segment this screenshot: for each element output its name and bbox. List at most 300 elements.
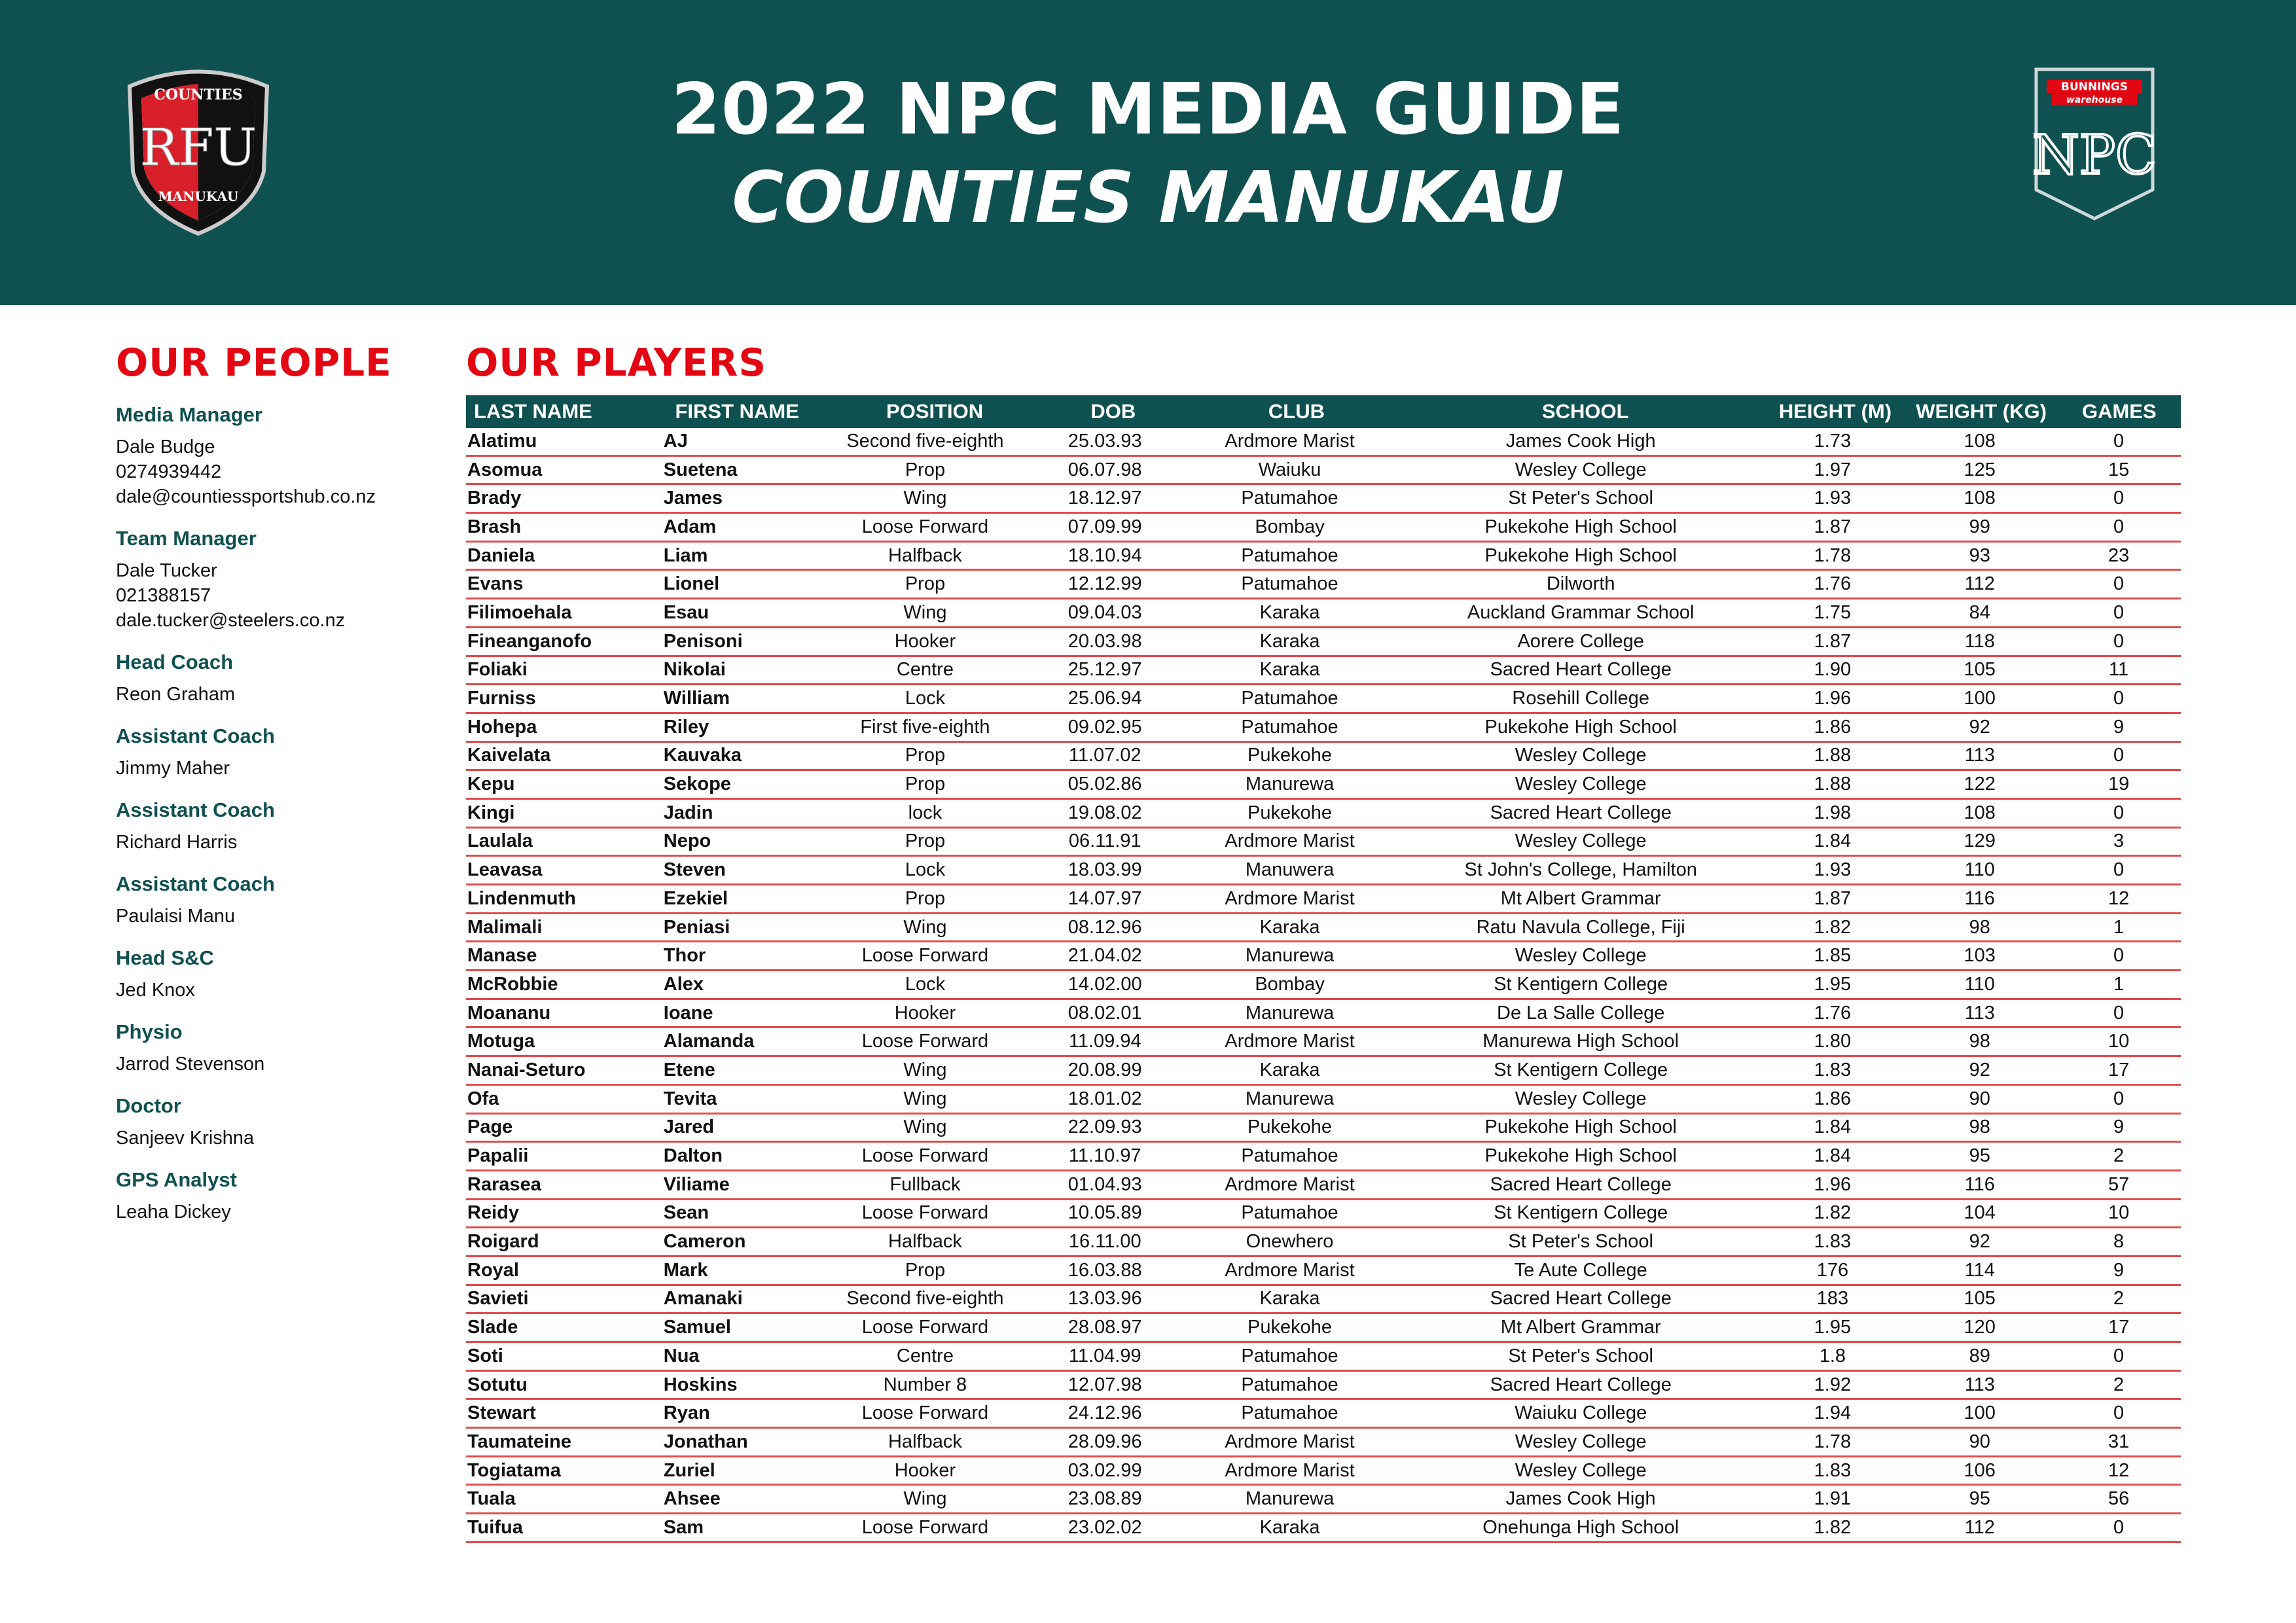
cell-school: Pukekohe High School bbox=[1484, 544, 1677, 566]
cell-games: 8 bbox=[2113, 1231, 2125, 1253]
cell-last-name: Hohepa bbox=[467, 716, 537, 738]
cell-last-name: Slade bbox=[467, 1317, 518, 1338]
cell-club: Bombay bbox=[1255, 973, 1325, 995]
cell-weight: 113 bbox=[1964, 1002, 1995, 1024]
cell-club: Waiuku bbox=[1258, 459, 1321, 480]
cell-school: St Kentigern College bbox=[1494, 973, 1668, 995]
table-row bbox=[466, 1457, 2181, 1486]
cell-position: Lock bbox=[905, 688, 946, 709]
cell-position: Prop bbox=[905, 573, 946, 595]
cell-height: 176 bbox=[1816, 1259, 1849, 1281]
cell-school: Wesley College bbox=[1515, 830, 1647, 852]
cell-club: Karaka bbox=[1259, 659, 1320, 681]
cell-weight: 100 bbox=[1964, 688, 1996, 709]
cell-last-name: Lindenmuth bbox=[467, 887, 576, 909]
cell-games: 0 bbox=[2113, 802, 2125, 823]
cell-first-name: James bbox=[663, 488, 723, 509]
cell-position: Loose Forward bbox=[861, 945, 989, 967]
cell-weight: 98 bbox=[1969, 1116, 1990, 1138]
cell-games: 2 bbox=[2113, 1288, 2125, 1310]
people-list bbox=[116, 402, 430, 1241]
cell-last-name: Papalii bbox=[467, 1145, 529, 1167]
cell-club: Pukekohe bbox=[1247, 1116, 1333, 1138]
cell-school: Pukekohe High School bbox=[1484, 1116, 1677, 1138]
cell-first-name: Penisoni bbox=[663, 630, 743, 652]
cell-height: 1.87 bbox=[1814, 516, 1852, 537]
table-row bbox=[466, 1400, 2181, 1429]
cell-position: Centre bbox=[896, 659, 954, 681]
cell-club: Ardmore Marist bbox=[1225, 1431, 1355, 1452]
cell-club: Manurewa bbox=[1245, 945, 1335, 967]
table-row bbox=[466, 914, 2181, 943]
cell-last-name: Leavasa bbox=[467, 859, 543, 881]
cell-club: Karaka bbox=[1259, 1059, 1320, 1080]
cell-games: 0 bbox=[2113, 516, 2125, 537]
cell-games: 0 bbox=[2113, 745, 2125, 766]
cell-weight: 92 bbox=[1969, 716, 1990, 738]
cell-club: Patumahoe bbox=[1241, 573, 1338, 595]
table-row bbox=[466, 800, 2181, 829]
cell-school: Wesley College bbox=[1515, 774, 1647, 795]
cell-height: 1.76 bbox=[1814, 573, 1852, 595]
cell-last-name: Fineanganofo bbox=[467, 630, 592, 652]
cell-weight: 90 bbox=[1969, 1431, 1990, 1452]
cell-position: Lock bbox=[905, 973, 946, 995]
staff-detail: 0274939442 bbox=[116, 461, 222, 482]
table-row bbox=[466, 857, 2181, 885]
cell-dob: 18.03.99 bbox=[1067, 859, 1142, 881]
staff-group bbox=[116, 871, 430, 929]
cell-last-name: Ofa bbox=[467, 1088, 499, 1109]
cell-height: 1.78 bbox=[1814, 1431, 1852, 1452]
cell-first-name: Hoskins bbox=[663, 1374, 738, 1395]
cell-games: 0 bbox=[2113, 1516, 2125, 1538]
staff-detail: Paulaisi Manu bbox=[116, 906, 236, 927]
staff-detail: dale.tucker@steelers.co.nz bbox=[116, 610, 346, 631]
cell-height: 1.83 bbox=[1814, 1459, 1852, 1481]
cell-club: Manurewa bbox=[1245, 774, 1335, 795]
cell-first-name: Suetena bbox=[663, 459, 738, 480]
cell-school: St Peter's School bbox=[1508, 1345, 1653, 1366]
cell-school: Sacred Heart College bbox=[1490, 1374, 1672, 1395]
cell-games: 0 bbox=[2113, 1345, 2125, 1366]
cell-dob: 16.11.00 bbox=[1068, 1231, 1141, 1253]
npc-mark: NPC bbox=[2032, 124, 2157, 187]
cell-height: 1.73 bbox=[1814, 430, 1852, 452]
cell-weight: 105 bbox=[1964, 1288, 1996, 1310]
staff-detail: Reon Graham bbox=[116, 684, 236, 705]
npc-bunnings-logo bbox=[2032, 65, 2157, 223]
cell-position: Loose Forward bbox=[861, 1317, 989, 1338]
cell-first-name: Mark bbox=[663, 1259, 708, 1281]
cell-dob: 07.09.99 bbox=[1067, 516, 1142, 537]
cell-last-name: Kepu bbox=[467, 774, 515, 795]
cell-school: Onehunga High School bbox=[1482, 1516, 1679, 1538]
cell-height: 1.93 bbox=[1814, 488, 1852, 509]
cell-position: Fullback bbox=[889, 1173, 961, 1195]
cell-games: 17 bbox=[2108, 1317, 2130, 1338]
column-header-games: GAMES bbox=[2081, 400, 2157, 423]
staff-role: Doctor bbox=[116, 1094, 181, 1117]
cell-weight: 129 bbox=[1964, 830, 1996, 852]
cell-last-name: Soti bbox=[467, 1345, 503, 1366]
cell-position: Hooker bbox=[894, 1002, 956, 1024]
cell-first-name: Adam bbox=[663, 516, 717, 537]
cell-height: 183 bbox=[1816, 1288, 1849, 1310]
column-header-last-name: LAST NAME bbox=[474, 400, 592, 423]
cell-school: James Cook High bbox=[1505, 430, 1656, 452]
cell-first-name: Ahsee bbox=[663, 1488, 721, 1510]
cell-school: Pukekohe High School bbox=[1484, 516, 1677, 537]
cell-dob: 03.02.99 bbox=[1067, 1459, 1142, 1481]
table-row bbox=[466, 514, 2181, 543]
cell-height: 1.95 bbox=[1814, 973, 1852, 995]
staff-role: Head S&C bbox=[116, 946, 214, 969]
cell-last-name: Foliaki bbox=[467, 659, 528, 681]
staff-detail: Dale Budge bbox=[116, 437, 215, 457]
cell-position: Loose Forward bbox=[861, 1031, 989, 1052]
cell-weight: 116 bbox=[1964, 1173, 1995, 1195]
cell-first-name: Etene bbox=[663, 1059, 715, 1080]
cell-school: Wesley College bbox=[1515, 1459, 1647, 1481]
cell-height: 1.80 bbox=[1814, 1031, 1852, 1052]
cell-weight: 108 bbox=[1964, 488, 1996, 509]
cell-first-name: Dalton bbox=[663, 1145, 723, 1167]
cell-games: 0 bbox=[2113, 601, 2125, 623]
cell-dob: 18.10.94 bbox=[1067, 544, 1142, 566]
cell-last-name: Togiatama bbox=[467, 1459, 561, 1481]
cell-position: Wing bbox=[903, 1088, 947, 1109]
cell-weight: 125 bbox=[1964, 459, 1996, 480]
table-row bbox=[466, 685, 2181, 714]
table-row bbox=[466, 1200, 2181, 1229]
cell-height: 1.8 bbox=[1819, 1345, 1846, 1366]
cell-first-name: Sean bbox=[663, 1202, 709, 1224]
cell-first-name: Zuriel bbox=[663, 1459, 715, 1481]
cell-last-name: Kaivelata bbox=[467, 745, 551, 766]
cell-club: Patumahoe bbox=[1241, 1402, 1338, 1424]
cell-games: 56 bbox=[2108, 1488, 2130, 1510]
cell-games: 17 bbox=[2108, 1059, 2130, 1080]
cell-first-name: Nepo bbox=[663, 830, 711, 852]
cell-games: 9 bbox=[2113, 1259, 2125, 1281]
cell-games: 1 bbox=[2113, 973, 2125, 995]
cell-school: Sacred Heart College bbox=[1490, 1288, 1672, 1310]
cell-weight: 114 bbox=[1964, 1259, 1995, 1281]
cell-dob: 11.04.99 bbox=[1068, 1345, 1141, 1366]
cell-school: James Cook High bbox=[1505, 1488, 1656, 1510]
cell-club: Ardmore Marist bbox=[1225, 830, 1355, 852]
cell-position: Loose Forward bbox=[861, 1202, 989, 1224]
staff-role: Physio bbox=[116, 1020, 183, 1043]
our-people-heading: OUR PEOPLE bbox=[116, 340, 392, 385]
sponsor-subname: warehouse bbox=[2066, 95, 2123, 105]
cell-last-name: Laulala bbox=[467, 830, 533, 852]
cell-club: Patumahoe bbox=[1241, 1202, 1338, 1224]
cell-position: Wing bbox=[903, 916, 947, 938]
cell-school: Auckland Grammar School bbox=[1467, 601, 1695, 623]
cell-last-name: Asomua bbox=[467, 459, 543, 480]
cell-last-name: Evans bbox=[467, 573, 524, 595]
cell-games: 0 bbox=[2113, 1002, 2125, 1024]
cell-games: 19 bbox=[2108, 774, 2130, 795]
cell-weight: 95 bbox=[1969, 1145, 1990, 1167]
cell-weight: 112 bbox=[1964, 1516, 1995, 1538]
cell-last-name: Filimoehala bbox=[467, 601, 572, 623]
table-row bbox=[466, 1257, 2181, 1286]
cell-position: Prop bbox=[905, 887, 946, 909]
cell-height: 1.84 bbox=[1814, 1116, 1852, 1138]
cell-first-name: Sekope bbox=[663, 774, 731, 795]
cell-dob: 18.12.97 bbox=[1067, 488, 1142, 509]
cell-dob: 06.11.91 bbox=[1068, 830, 1141, 852]
cell-height: 1.94 bbox=[1814, 1402, 1852, 1424]
cell-games: 2 bbox=[2113, 1374, 2125, 1395]
crest-center-text: RFU bbox=[139, 118, 257, 177]
cell-last-name: Daniela bbox=[467, 544, 535, 566]
cell-dob: 28.08.97 bbox=[1067, 1317, 1142, 1338]
table-row bbox=[466, 1115, 2181, 1143]
cell-height: 1.82 bbox=[1814, 1516, 1852, 1538]
cell-weight: 103 bbox=[1964, 945, 1996, 967]
cell-club: Karaka bbox=[1259, 916, 1320, 938]
cell-last-name: Savieti bbox=[467, 1288, 529, 1310]
cell-club: Manuwera bbox=[1245, 859, 1335, 881]
staff-detail: Jarrod Stevenson bbox=[116, 1054, 265, 1075]
cell-dob: 16.03.88 bbox=[1067, 1259, 1142, 1281]
cell-position: Halfback bbox=[888, 544, 962, 566]
cell-position: Second five-eighth bbox=[846, 1288, 1004, 1310]
cell-dob: 23.02.02 bbox=[1067, 1516, 1142, 1538]
table-row bbox=[466, 1143, 2181, 1171]
cell-weight: 98 bbox=[1969, 916, 1990, 938]
cell-dob: 25.06.94 bbox=[1067, 688, 1142, 709]
column-header-first-name: FIRST NAME bbox=[675, 400, 799, 423]
cell-dob: 23.08.89 bbox=[1067, 1488, 1142, 1510]
table-row bbox=[466, 1171, 2181, 1200]
cell-last-name: Alatimu bbox=[467, 430, 537, 452]
column-header-height: HEIGHT (M) bbox=[1778, 400, 1892, 423]
staff-group bbox=[116, 1167, 430, 1224]
cell-dob: 09.04.03 bbox=[1067, 601, 1142, 623]
staff-role: Head Coach bbox=[116, 651, 234, 673]
cell-games: 3 bbox=[2113, 830, 2125, 852]
cell-position: Wing bbox=[903, 601, 947, 623]
cell-first-name: Lionel bbox=[663, 573, 720, 595]
table-row bbox=[466, 628, 2181, 657]
cell-last-name: Motuga bbox=[467, 1031, 535, 1052]
staff-role: Assistant Coach bbox=[116, 872, 275, 895]
cell-position: Wing bbox=[903, 488, 947, 509]
table-row bbox=[466, 971, 2181, 1000]
table-row bbox=[466, 1429, 2181, 1457]
cell-dob: 11.09.94 bbox=[1068, 1031, 1141, 1052]
cell-height: 1.84 bbox=[1814, 1145, 1852, 1167]
cell-club: Ardmore Marist bbox=[1225, 430, 1355, 452]
cell-height: 1.87 bbox=[1814, 887, 1852, 909]
cell-height: 1.82 bbox=[1814, 1202, 1852, 1224]
cell-height: 1.97 bbox=[1814, 459, 1852, 480]
cell-school: St Kentigern College bbox=[1494, 1202, 1668, 1224]
cell-height: 1.90 bbox=[1814, 659, 1852, 681]
cell-games: 1 bbox=[2113, 916, 2125, 938]
cell-last-name: Page bbox=[467, 1116, 513, 1138]
table-row bbox=[466, 485, 2181, 514]
cell-school: Pukekohe High School bbox=[1484, 716, 1677, 738]
cell-dob: 20.08.99 bbox=[1067, 1059, 1142, 1080]
cell-club: Ardmore Marist bbox=[1225, 1173, 1355, 1195]
cell-weight: 110 bbox=[1964, 973, 1995, 995]
table-row bbox=[466, 771, 2181, 800]
table-row bbox=[466, 1028, 2181, 1057]
cell-first-name: Ioane bbox=[663, 1002, 713, 1024]
cell-dob: 01.04.93 bbox=[1067, 1173, 1142, 1195]
cell-games: 9 bbox=[2113, 1116, 2125, 1138]
cell-dob: 14.07.97 bbox=[1067, 887, 1142, 909]
cell-games: 0 bbox=[2113, 488, 2125, 509]
column-header-school: SCHOOL bbox=[1541, 400, 1629, 423]
cell-weight: 95 bbox=[1969, 1488, 1990, 1510]
cell-club: Ardmore Marist bbox=[1225, 887, 1355, 909]
cell-dob: 14.02.00 bbox=[1067, 973, 1142, 995]
cell-last-name: Tuifua bbox=[467, 1516, 523, 1538]
cell-club: Ardmore Marist bbox=[1225, 1459, 1355, 1481]
cell-club: Bombay bbox=[1255, 516, 1325, 537]
cell-games: 15 bbox=[2108, 459, 2130, 480]
cell-weight: 93 bbox=[1969, 544, 1990, 566]
staff-detail: 021388157 bbox=[116, 585, 211, 606]
cell-games: 0 bbox=[2113, 573, 2125, 595]
table-row bbox=[466, 829, 2181, 857]
table-row bbox=[466, 1314, 2181, 1343]
cell-height: 1.96 bbox=[1814, 688, 1852, 709]
cell-position: Wing bbox=[903, 1059, 947, 1080]
cell-club: Pukekohe bbox=[1247, 802, 1333, 823]
cell-last-name: Kingi bbox=[467, 802, 515, 823]
cell-first-name: Liam bbox=[663, 544, 708, 566]
cell-dob: 28.09.96 bbox=[1067, 1431, 1142, 1452]
cell-club: Pukekohe bbox=[1247, 745, 1333, 766]
cell-club: Onewhero bbox=[1246, 1231, 1334, 1253]
cell-club: Karaka bbox=[1259, 1288, 1320, 1310]
cell-height: 1.78 bbox=[1814, 544, 1852, 566]
cell-last-name: Reidy bbox=[467, 1202, 519, 1224]
cell-position: Loose Forward bbox=[861, 1516, 989, 1538]
cell-dob: 18.01.02 bbox=[1067, 1088, 1142, 1109]
table-row bbox=[466, 743, 2181, 772]
cell-position: Loose Forward bbox=[861, 1402, 989, 1424]
staff-detail: dale@countiessportshub.co.nz bbox=[116, 486, 376, 507]
cell-height: 1.76 bbox=[1814, 1002, 1852, 1024]
table-row bbox=[466, 599, 2181, 628]
page-title: 2022 NPC MEDIA GUIDE bbox=[671, 69, 1625, 151]
cell-last-name: Furniss bbox=[467, 688, 536, 709]
cell-weight: 105 bbox=[1964, 659, 1996, 681]
cell-weight: 92 bbox=[1969, 1231, 1990, 1253]
cell-position: Centre bbox=[896, 1345, 954, 1366]
cell-last-name: Tuala bbox=[467, 1488, 516, 1510]
cell-position: Hooker bbox=[894, 630, 956, 652]
cell-club: Manurewa bbox=[1245, 1002, 1335, 1024]
cell-dob: 10.05.89 bbox=[1067, 1202, 1142, 1224]
cell-first-name: Peniasi bbox=[663, 916, 730, 938]
cell-height: 1.91 bbox=[1814, 1488, 1852, 1510]
cell-last-name: Royal bbox=[467, 1259, 519, 1281]
table-row bbox=[466, 942, 2181, 971]
cell-first-name: Jared bbox=[663, 1116, 715, 1138]
cell-first-name: Kauvaka bbox=[663, 745, 742, 766]
cell-dob: 08.02.01 bbox=[1067, 1002, 1142, 1024]
cell-last-name: Brash bbox=[467, 516, 522, 537]
cell-position: Loose Forward bbox=[861, 1145, 989, 1167]
cell-weight: 108 bbox=[1964, 430, 1996, 452]
table-row bbox=[466, 657, 2181, 686]
cell-weight: 113 bbox=[1964, 745, 1995, 766]
cell-height: 1.83 bbox=[1814, 1231, 1852, 1253]
our-players-heading: OUR PLAYERS bbox=[466, 340, 767, 385]
cell-last-name: Rarasea bbox=[467, 1173, 541, 1195]
cell-club: Patumahoe bbox=[1241, 488, 1338, 509]
cell-dob: 12.07.98 bbox=[1067, 1374, 1142, 1395]
cell-games: 0 bbox=[2113, 859, 2125, 881]
cell-games: 10 bbox=[2108, 1202, 2130, 1224]
cell-games: 23 bbox=[2108, 544, 2130, 566]
cell-club: Patumahoe bbox=[1241, 688, 1338, 709]
cell-last-name: Roigard bbox=[467, 1231, 539, 1253]
cell-position: Prop bbox=[905, 1259, 946, 1281]
players-table bbox=[466, 395, 2181, 1543]
cell-dob: 11.10.97 bbox=[1068, 1145, 1141, 1167]
cell-school: De La Salle College bbox=[1497, 1002, 1665, 1024]
cell-position: Halfback bbox=[888, 1231, 962, 1253]
cell-dob: 06.07.98 bbox=[1067, 459, 1142, 480]
cell-weight: 100 bbox=[1964, 1402, 1996, 1424]
players-table-header bbox=[466, 395, 2181, 428]
cell-position: Prop bbox=[905, 830, 946, 852]
cell-weight: 116 bbox=[1964, 887, 1995, 909]
cell-club: Manurewa bbox=[1245, 1088, 1335, 1109]
cell-games: 57 bbox=[2108, 1173, 2130, 1195]
cell-school: Sacred Heart College bbox=[1490, 802, 1672, 823]
cell-dob: 25.03.93 bbox=[1067, 430, 1142, 452]
staff-detail: Dale Tucker bbox=[116, 560, 217, 581]
cell-weight: 122 bbox=[1964, 774, 1996, 795]
cell-first-name: Samuel bbox=[663, 1317, 731, 1338]
staff-group bbox=[116, 526, 430, 633]
table-row bbox=[466, 1000, 2181, 1029]
header-banner bbox=[0, 0, 2296, 305]
cell-school: Ratu Navula College, Fiji bbox=[1476, 916, 1685, 938]
staff-role: GPS Analyst bbox=[116, 1168, 237, 1191]
staff-detail: Jimmy Maher bbox=[116, 758, 230, 779]
cell-school: Wesley College bbox=[1515, 459, 1647, 480]
cell-club: Karaka bbox=[1259, 1516, 1320, 1538]
cell-dob: 21.04.02 bbox=[1067, 945, 1142, 967]
staff-detail: Leaha Dickey bbox=[116, 1202, 231, 1222]
cell-dob: 13.03.96 bbox=[1067, 1288, 1142, 1310]
cell-first-name: Ryan bbox=[663, 1402, 710, 1424]
page-subtitle: COUNTIES MANUKAU bbox=[732, 157, 1564, 239]
cell-weight: 104 bbox=[1964, 1202, 1996, 1224]
staff-group bbox=[116, 402, 430, 509]
cell-first-name: Nua bbox=[663, 1345, 700, 1366]
cell-height: 1.92 bbox=[1814, 1374, 1852, 1395]
cell-school: Sacred Heart College bbox=[1490, 1173, 1672, 1195]
cell-school: St John's College, Hamilton bbox=[1464, 859, 1697, 881]
cell-height: 1.93 bbox=[1814, 859, 1852, 881]
cell-last-name: McRobbie bbox=[467, 973, 558, 995]
cell-dob: 05.02.86 bbox=[1067, 774, 1142, 795]
